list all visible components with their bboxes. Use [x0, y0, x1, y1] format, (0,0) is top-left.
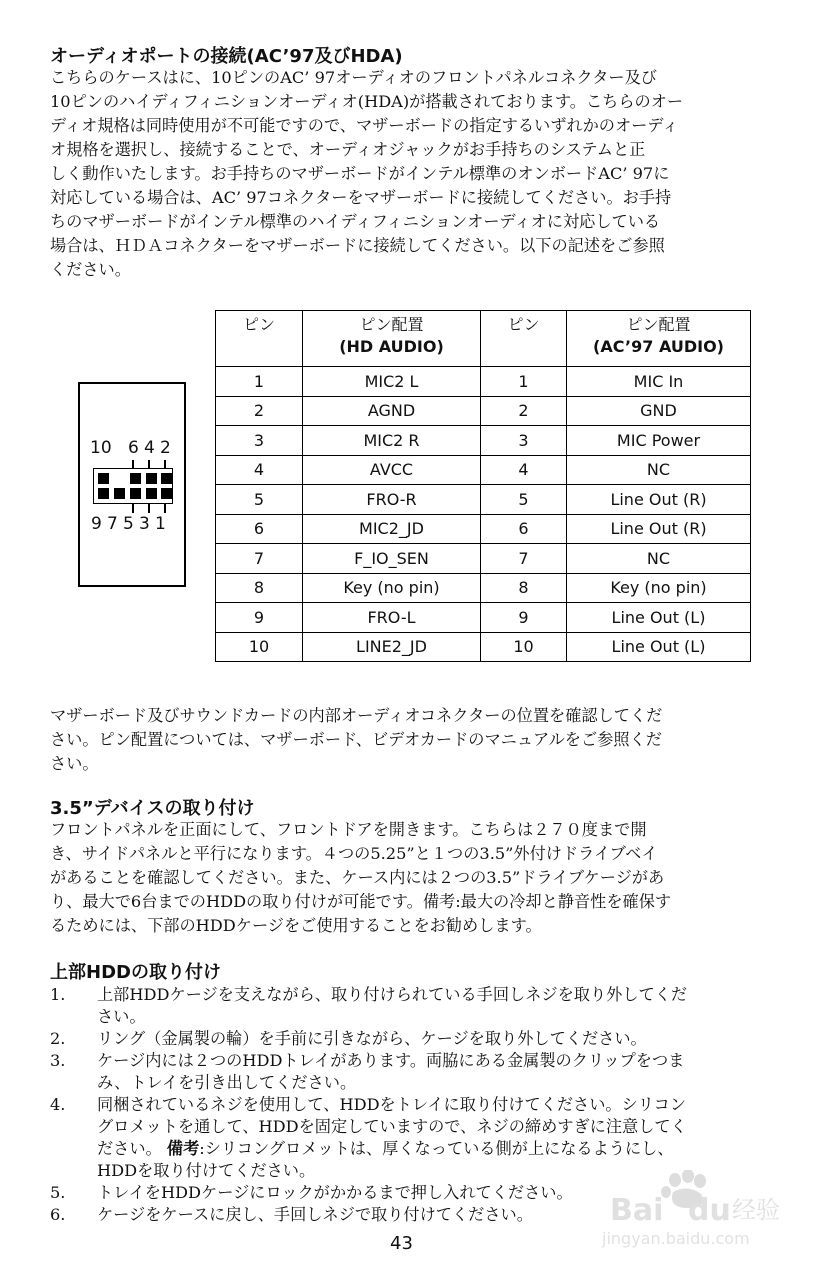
list-item — [50, 984, 780, 1028]
cell-assign-hd: FRO-R — [303, 485, 481, 515]
audio-section-title: オーディオポートの接続(AC’97及びHDA) — [50, 46, 403, 67]
table-header-row — [216, 311, 751, 367]
body-line: 対応している場合は、AC’ 97コネクターをマザーボードに接続してください。お手持 — [50, 188, 672, 207]
step-number: 2. — [50, 1029, 66, 1048]
body-line: ディオ規格は同時使用が不可能ですので、マザーボードの指定するいずれかのオーディ — [50, 116, 679, 135]
body-line: 10ピンのハイディフィニションオーディオ(HDA)が搭載されております。こちらのオー — [50, 92, 684, 111]
body-line: るためには、下部のHDDケージをご使用することをお勧めします。 — [50, 916, 542, 935]
table-row — [216, 455, 751, 485]
list-item — [50, 1094, 780, 1182]
cell-assign-ac97: Line Out (R) — [567, 485, 751, 515]
body-line: があることを確認してください。また、ケース内には２つの3.5”ドライブケージがあ — [50, 868, 665, 887]
step-line: ケージ内には２つのHDDトレイがあります。両脇にある金属製のクリップをつま — [97, 1051, 685, 1070]
pin-label-10: 10 — [90, 438, 112, 458]
step-line: 上部HDDケージを支えながら、取り付けられている手回しネジを取り外してくだ — [97, 985, 688, 1004]
cell-pin-ac97: 3 — [481, 426, 567, 456]
table-row — [216, 632, 751, 662]
pin-9 — [98, 488, 109, 499]
pin-assignment-table — [215, 310, 751, 662]
pin-3 — [146, 488, 157, 499]
cell-assign-hd: AVCC — [303, 455, 481, 485]
step-text: :シリコングロメットは、厚くなっている側が上になるようにし、 — [199, 1139, 674, 1158]
step-number: 4. — [50, 1095, 66, 1114]
body-line: り、最大で6台までのHDDの取り付けが可能です。備考:最大の冷却と静音性を確保す — [50, 892, 672, 911]
step-line: ケージをケースに戻し、手回しネジで取り付けてください。 — [97, 1205, 533, 1224]
step-line — [97, 1138, 780, 1160]
step-text: ださい。 — [97, 1139, 167, 1158]
cell-assign-hd: F_IO_SEN — [303, 544, 481, 574]
cell-assign-hd: FRO-L — [303, 603, 481, 633]
pin-label-5: 5 — [123, 514, 134, 534]
cell-pin-hd: 5 — [216, 485, 303, 515]
svg-text:du: du — [688, 1193, 731, 1228]
step-line: み、トレイを引き出してください。 — [97, 1073, 357, 1092]
table-row — [216, 603, 751, 633]
table-row — [216, 573, 751, 603]
header-pin-hd: ピン — [216, 311, 303, 367]
connector-diagram — [78, 382, 186, 587]
cell-pin-hd: 4 — [216, 455, 303, 485]
pin-10 — [98, 473, 109, 484]
step-number: 3. — [50, 1051, 66, 1070]
cell-assign-hd: MIC2 R — [303, 426, 481, 456]
pin-5 — [130, 488, 141, 499]
pin-label-3: 3 — [139, 514, 150, 534]
pin-marker — [164, 504, 166, 513]
table-row — [216, 544, 751, 574]
table-row — [216, 396, 751, 426]
cell-assign-hd: AGND — [303, 396, 481, 426]
body-line: さい。ピン配置については、マザーボード、ビデオカードのマニュアルをご参照くだ — [50, 730, 662, 749]
pin-7 — [114, 488, 125, 499]
pin-label-7: 7 — [107, 514, 118, 534]
svg-text:Bai: Bai — [610, 1193, 664, 1228]
table-row — [216, 367, 751, 397]
pin-marker — [132, 504, 134, 513]
cell-pin-hd: 6 — [216, 514, 303, 544]
cell-assign-hd: Key (no pin) — [303, 573, 481, 603]
body-line: 場合は、ＨＤＡコネクターをマザーボードに接続してください。以下の記述をご参照 — [50, 236, 665, 255]
header-assign-ac97-sub: (AC’97 AUDIO) — [593, 337, 724, 356]
header-assign-ac97 — [567, 311, 751, 367]
cell-assign-ac97: MIC Power — [567, 426, 751, 456]
step-line: 同梱されているネジを使用して、HDDをトレイに取り付けてください。シリコン — [97, 1095, 686, 1114]
step-number: 5. — [50, 1183, 66, 1202]
body-line: き、サイドパネルと平行になります。４つの5.25”と１つの3.5”外付けドライブベイ — [50, 844, 658, 863]
page-number: 43 — [390, 1233, 413, 1254]
table-row — [216, 426, 751, 456]
cell-assign-ac97: GND — [567, 396, 751, 426]
pin-marker — [148, 504, 150, 513]
step-line: さい。 — [97, 1007, 146, 1026]
cell-assign-hd: MIC2_JD — [303, 514, 481, 544]
body-line: ちのマザーボードがインテル標準のハイディフィニションオーディオに対応している — [50, 212, 661, 231]
pin-1 — [161, 488, 172, 499]
step-number: 1. — [50, 985, 66, 1004]
pin-4 — [146, 473, 157, 484]
svg-text:jingyan.baidu.com: jingyan.baidu.com — [602, 1229, 750, 1248]
body-line: オ規格を選択し、接続することで、オーディオジャックがお手持ちのシステムと正 — [50, 140, 646, 159]
pin-label-1: 1 — [155, 514, 166, 534]
cell-assign-ac97: NC — [567, 544, 751, 574]
connector-note — [50, 704, 775, 776]
cell-assign-ac97: Line Out (L) — [567, 603, 751, 633]
table-row — [216, 485, 751, 515]
header-assign-hd-sub: (HD AUDIO) — [339, 337, 444, 356]
audio-section-body — [50, 66, 775, 282]
pin-label-4: 4 — [144, 438, 155, 458]
note-label: 備考 — [166, 1139, 200, 1158]
baidu-watermark-logo — [580, 1170, 810, 1250]
body-line: しく動作いたします。お手持ちのマザーボードがインテル標準のオンボードAC’ 97に — [50, 164, 670, 183]
cell-pin-ac97: 10 — [481, 632, 567, 662]
header-pin-ac97: ピン — [481, 311, 567, 367]
pin-label-2: 2 — [160, 438, 171, 458]
pin-label-6: 6 — [128, 438, 139, 458]
step-line: トレイをHDDケージにロックがかかるまで押し入れてください。 — [97, 1183, 573, 1202]
list-item — [50, 1050, 780, 1094]
cell-pin-hd: 2 — [216, 396, 303, 426]
cell-pin-ac97: 4 — [481, 455, 567, 485]
cell-assign-ac97: Line Out (R) — [567, 514, 751, 544]
cell-assign-ac97: Key (no pin) — [567, 573, 751, 603]
header-assign-ac97-label: ピン配置 — [626, 315, 691, 334]
pin-label-9: 9 — [91, 514, 102, 534]
cell-pin-hd: 9 — [216, 603, 303, 633]
cell-pin-ac97: 9 — [481, 603, 567, 633]
pin-2 — [161, 473, 172, 484]
body-line: ください。 — [50, 260, 131, 279]
cell-pin-hd: 8 — [216, 573, 303, 603]
cell-pin-ac97: 1 — [481, 367, 567, 397]
table-row — [216, 514, 751, 544]
cell-assign-ac97: Line Out (L) — [567, 632, 751, 662]
cell-pin-hd: 7 — [216, 544, 303, 574]
cell-assign-hd: LINE2_JD — [303, 632, 481, 662]
cell-pin-ac97: 2 — [481, 396, 567, 426]
device-section-title: 3.5”デバイスの取り付け — [50, 798, 255, 819]
step-line: リング（金属製の輪）を手前に引きながら、ケージを取り外してください。 — [97, 1029, 647, 1048]
step-line: グロメットを通して、HDDを固定していますので、ネジの締めすぎに注意してく — [97, 1117, 687, 1136]
cell-assign-ac97: MIC In — [567, 367, 751, 397]
cell-assign-hd: MIC2 L — [303, 367, 481, 397]
header-assign-hd-label: ピン配置 — [359, 315, 424, 334]
step-number: 6. — [50, 1205, 66, 1224]
cell-pin-ac97: 6 — [481, 514, 567, 544]
list-item — [50, 1028, 780, 1050]
hdd-section-title: 上部HDDの取り付け — [50, 962, 221, 983]
step-line: HDDを取り付けてください。 — [97, 1161, 316, 1180]
cell-pin-ac97: 5 — [481, 485, 567, 515]
cell-pin-hd: 10 — [216, 632, 303, 662]
cell-pin-ac97: 7 — [481, 544, 567, 574]
body-line: マザーボード及びサウンドカードの内部オーディオコネクターの位置を確認してくだ — [50, 706, 663, 725]
cell-assign-ac97: NC — [567, 455, 751, 485]
svg-text:经验: 经验 — [732, 1196, 780, 1224]
device-section-body — [50, 818, 775, 938]
body-line: さい。 — [50, 754, 99, 773]
cell-pin-hd: 3 — [216, 426, 303, 456]
cell-pin-hd: 1 — [216, 367, 303, 397]
pin-header — [93, 468, 173, 504]
paw-icon — [580, 1170, 810, 1250]
body-line: こちらのケースはに、10ピンのAC’ 97オーディオのフロントパネルコネクター及び — [50, 68, 657, 87]
header-assign-hd — [303, 311, 481, 367]
cell-pin-ac97: 8 — [481, 573, 567, 603]
pin-6 — [130, 473, 141, 484]
body-line: フロントパネルを正面にして、フロントドアを開きます。こちらは２７０度まで開 — [50, 820, 647, 839]
